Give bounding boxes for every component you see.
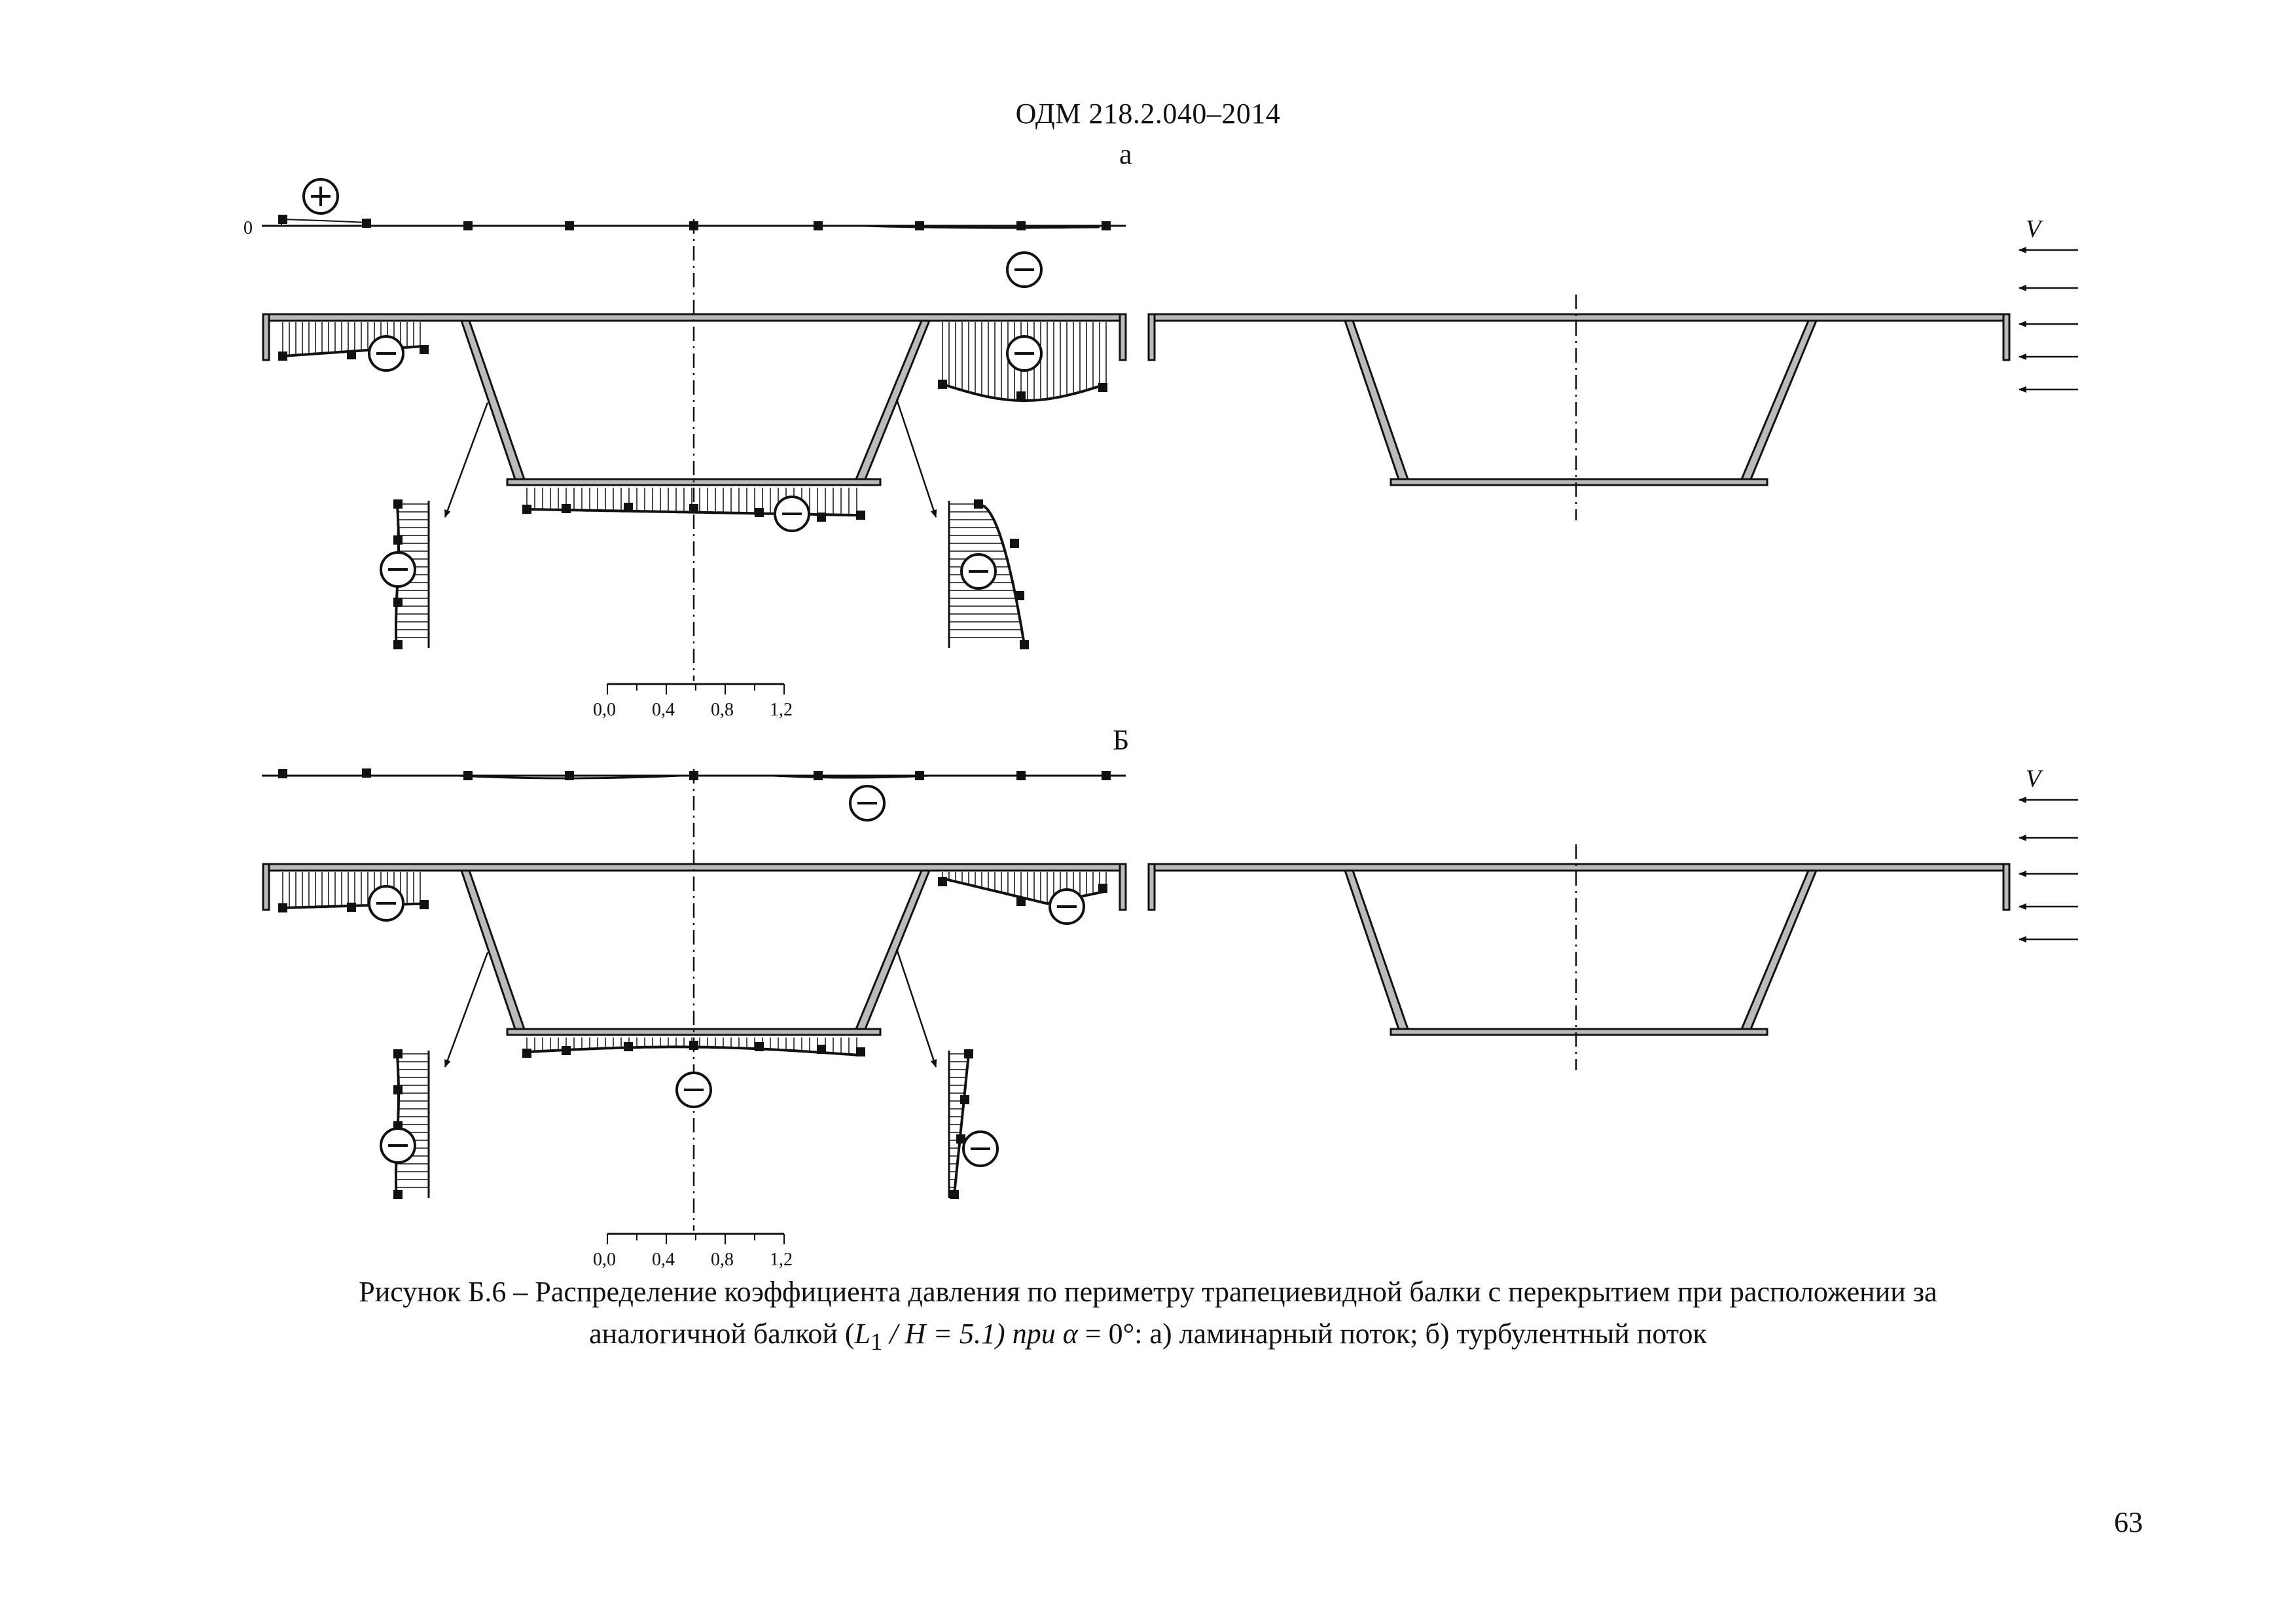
right-edge-beam bbox=[2003, 314, 2009, 360]
caption-line-1: Рисунок Б.6 – Распределение коэффициента давления по периметру трапециевидной балки с перекрытием при расположении за bbox=[359, 1276, 1937, 1308]
data-point-marker bbox=[624, 503, 633, 512]
scale-bar-label: 0,4 bbox=[652, 700, 675, 720]
data-point-marker bbox=[420, 345, 429, 354]
data-point-marker bbox=[624, 1042, 633, 1051]
data-point-marker bbox=[1010, 539, 1019, 548]
data-point-marker bbox=[463, 771, 473, 780]
data-point-marker bbox=[1102, 221, 1111, 230]
scale-bar-label: 1,2 bbox=[770, 700, 793, 720]
data-point-marker bbox=[814, 771, 823, 780]
caption-math-ratio: / H = 5.1) при bbox=[882, 1318, 1063, 1350]
data-point-marker bbox=[1098, 884, 1107, 893]
data-point-marker bbox=[755, 508, 764, 517]
right-web bbox=[1742, 871, 1816, 1029]
leader-arrow bbox=[897, 949, 936, 1067]
data-point-marker bbox=[522, 505, 531, 514]
top-flange bbox=[1149, 864, 2009, 871]
data-point-marker bbox=[393, 1085, 403, 1094]
flow-velocity-label: V bbox=[2026, 215, 2041, 243]
right-web bbox=[856, 871, 929, 1029]
data-point-marker bbox=[814, 221, 823, 230]
right-edge-beam bbox=[2003, 864, 2009, 910]
flow-velocity-label: V bbox=[2026, 765, 2041, 793]
data-point-marker bbox=[565, 221, 574, 230]
data-point-marker bbox=[347, 903, 356, 912]
data-point-marker bbox=[915, 221, 924, 230]
data-point-marker bbox=[938, 380, 947, 389]
right-web bbox=[1742, 321, 1816, 479]
panel-b-label: Б bbox=[1113, 724, 1130, 756]
data-point-marker bbox=[278, 769, 287, 778]
caption-math-alpha: α bbox=[1062, 1318, 1078, 1350]
bottom-flange bbox=[1391, 479, 1767, 485]
caption-math-alpha-value: = 0° bbox=[1077, 1318, 1135, 1350]
caption-line-2 bbox=[164, 1313, 2132, 1363]
data-point-marker bbox=[817, 513, 826, 522]
left-edge-beam bbox=[1149, 314, 1155, 360]
left-edge-beam bbox=[263, 314, 269, 360]
data-point-marker bbox=[856, 1047, 865, 1056]
data-point-marker bbox=[1016, 897, 1026, 906]
data-point-marker bbox=[1016, 771, 1026, 780]
data-point-marker bbox=[562, 504, 571, 513]
document-code: ОДМ 218.2.040–2014 bbox=[1015, 98, 1281, 130]
data-point-marker bbox=[522, 1049, 531, 1058]
figure-caption bbox=[164, 1271, 2132, 1363]
panel-a-label: а bbox=[1119, 138, 1132, 170]
data-point-marker bbox=[347, 350, 356, 359]
data-point-marker bbox=[755, 1042, 764, 1051]
data-point-marker bbox=[565, 771, 574, 780]
data-point-marker bbox=[393, 640, 403, 649]
page-number: 63 bbox=[2114, 1506, 2143, 1538]
data-point-marker bbox=[964, 1049, 973, 1058]
left-web bbox=[461, 871, 524, 1029]
data-point-marker bbox=[463, 221, 473, 230]
scale-bar-label: 0,4 bbox=[652, 1250, 675, 1270]
data-point-marker bbox=[362, 219, 371, 228]
panel-a bbox=[243, 179, 2078, 720]
data-point-marker bbox=[950, 1190, 959, 1199]
data-point-marker bbox=[1015, 591, 1024, 600]
data-point-marker bbox=[1098, 383, 1107, 392]
data-point-marker bbox=[915, 771, 924, 780]
data-point-marker bbox=[689, 1041, 698, 1050]
bottom-flange bbox=[1391, 1029, 1767, 1035]
caption-math-sub: 1 bbox=[870, 1327, 883, 1355]
data-point-marker bbox=[420, 900, 429, 909]
left-web bbox=[461, 321, 524, 479]
leader-arrow bbox=[445, 952, 488, 1067]
scale-bar-label: 0,8 bbox=[711, 1250, 734, 1270]
left-web bbox=[1345, 321, 1408, 479]
scale-bar-label: 0,8 bbox=[711, 700, 734, 720]
data-point-marker bbox=[1020, 640, 1029, 649]
panel-b bbox=[262, 765, 2078, 1270]
data-point-marker bbox=[278, 352, 287, 361]
data-point-marker bbox=[856, 511, 865, 520]
left-web bbox=[1345, 871, 1408, 1029]
scale-bar-label: 0,0 bbox=[593, 1250, 616, 1270]
caption-math-L: L bbox=[854, 1318, 871, 1350]
data-point-marker bbox=[393, 535, 403, 545]
data-point-marker bbox=[1016, 221, 1026, 230]
data-point-marker bbox=[362, 768, 371, 778]
right-edge-beam bbox=[1120, 314, 1126, 360]
leader-arrow bbox=[445, 403, 488, 517]
scale-bar-label: 1,2 bbox=[770, 1250, 793, 1270]
zero-label: 0 bbox=[243, 218, 253, 238]
right-web bbox=[856, 321, 929, 479]
data-point-marker bbox=[393, 598, 403, 607]
leader-arrow bbox=[897, 399, 936, 517]
data-point-marker bbox=[817, 1045, 826, 1054]
data-point-marker bbox=[393, 1190, 403, 1199]
top-flange bbox=[1149, 314, 2009, 321]
left-edge-beam bbox=[1149, 864, 1155, 910]
data-point-marker bbox=[393, 1049, 403, 1058]
data-point-marker bbox=[938, 877, 947, 886]
data-point-marker bbox=[974, 499, 983, 509]
data-point-marker bbox=[960, 1095, 969, 1104]
scale-bar-label: 0,0 bbox=[593, 700, 616, 720]
data-point-marker bbox=[278, 903, 287, 912]
right-edge-beam bbox=[1120, 864, 1126, 910]
data-point-marker bbox=[562, 1046, 571, 1055]
left-edge-beam bbox=[263, 864, 269, 910]
data-point-marker bbox=[393, 499, 403, 509]
data-point-marker bbox=[1016, 391, 1026, 401]
data-point-marker bbox=[1102, 771, 1111, 780]
caption-suffix: : а) ламинарный поток; б) турбулентный поток bbox=[1134, 1318, 1707, 1350]
caption-prefix: аналогичной балкой ( bbox=[589, 1318, 855, 1350]
data-point-marker bbox=[689, 504, 698, 513]
data-point-marker bbox=[278, 215, 287, 224]
